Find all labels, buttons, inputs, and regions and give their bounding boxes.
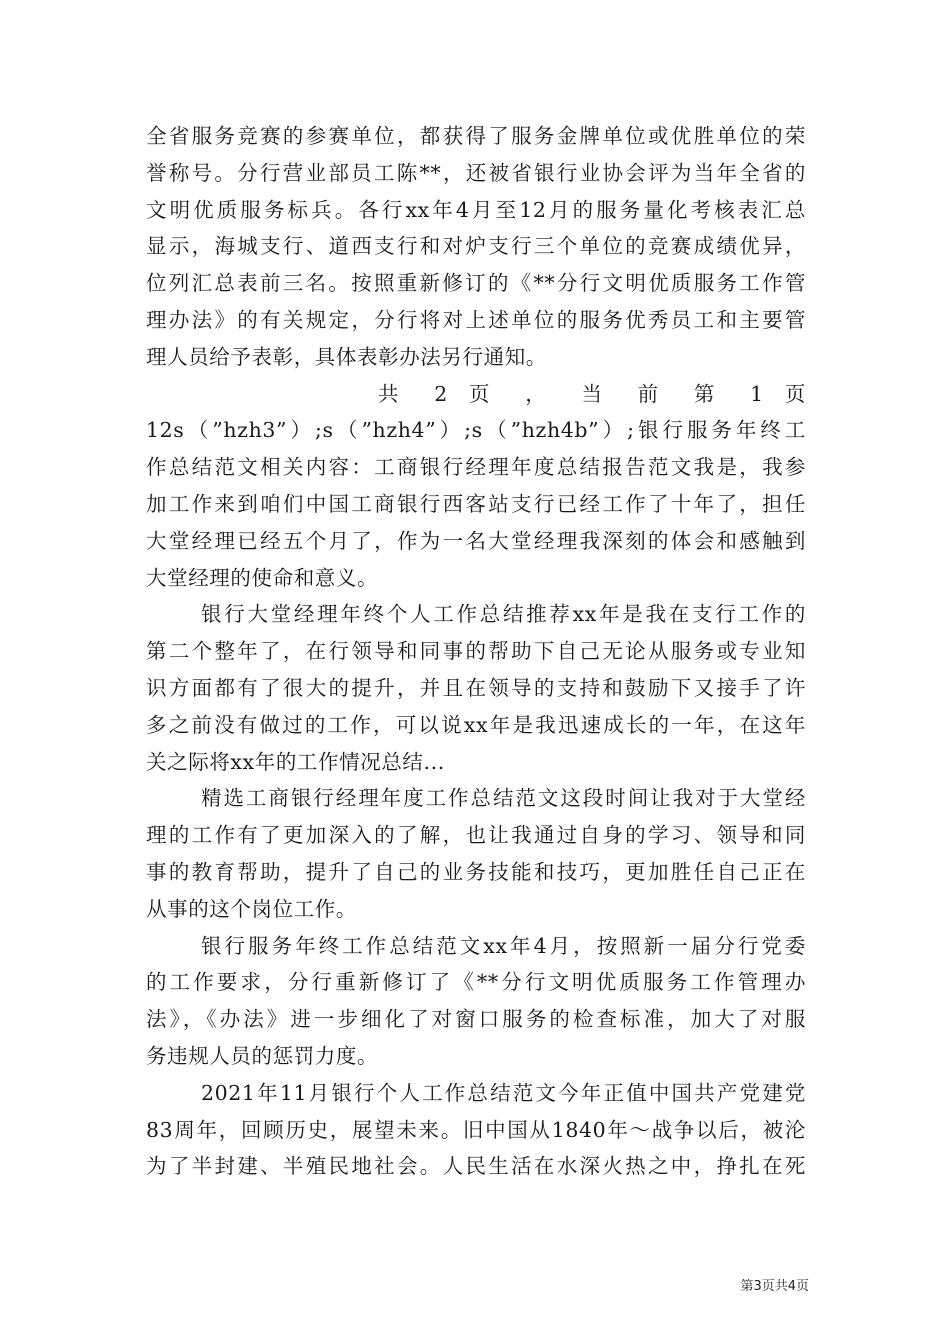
text-line: 12s（”hzh3”）;s（”hzh4”）;s（”hzh4b”）;银行服务年终工 — [146, 418, 806, 443]
text-line: 务违规人员的惩罚力度。 — [146, 1043, 379, 1068]
text-line: 的工作要求，分行重新修订了《**分行文明优质服务工作管理办 — [146, 970, 806, 995]
text-line: 理办法》的有关规定，分行将对上述单位的服务优秀员工和主要管 — [146, 307, 806, 332]
text-line: 理的工作有了更加深入的了解，也让我通过自身的学习、领导和同 — [146, 823, 806, 848]
paragraph-start-line: 精选工商银行经理年度工作总结范文这段时间让我对于大堂经 — [201, 786, 806, 811]
text-line: 显示，海城支行、道西支行和对炉支行三个单位的竞赛成绩优异， — [146, 234, 806, 259]
text-line: 理人员给予表彰，具体表彰办法另行通知。 — [146, 344, 547, 369]
page-counter-line: 共 2 页 ， 当 前 第 1 页 — [378, 381, 806, 406]
text-line: 全省服务竞赛的参赛单位，都获得了服务金牌单位或优胜单位的荣 — [146, 124, 806, 148]
text-line: 大堂经理已经五个月了，作为一名大堂经理我深刻的体会和感触到 — [146, 528, 806, 553]
text-line: 法》，《办法》进一步细化了对窗口服务的检查标准，加大了对服 — [146, 1007, 806, 1032]
text-line: 加工作来到咱们中国工商银行西客站支行已经工作了十年了，担任 — [146, 491, 806, 516]
text-line: 位列汇总表前三名。按照重新修订的《**分行文明优质服务工作管 — [146, 271, 806, 296]
paragraph-start-line: 银行大堂经理年终个人工作总结推荐xx年是我在支行工作的 — [201, 602, 806, 627]
text-line: 识方面都有了很大的提升，并且在领导的支持和鼓励下又接手了许 — [146, 675, 806, 700]
text-line: 83周年，回顾历史，展望未来。旧中国从1840年～战争以后，被沦 — [146, 1117, 806, 1142]
paragraph-start-line: 2021年11月银行个人工作总结范文今年正值中国共产党建党 — [201, 1080, 806, 1105]
text-line: 作总结范文相关内容：工商银行经理年度总结报告范文我是，我参 — [146, 455, 806, 480]
text-line: 第二个整年了，在行领导和同事的帮助下自己无论从服务或专业知 — [146, 639, 806, 664]
text-line: 誉称号。分行营业部员工陈**，还被省银行业协会评为当年全省的 — [146, 160, 806, 185]
text-line: 文明优质服务标兵。各行xx年4月至12月的服务量化考核表汇总 — [146, 197, 806, 222]
text-line: 事的教育帮助，提升了自己的业务技能和技巧，更加胜任自己正在 — [146, 859, 806, 884]
text-line: 大堂经理的使命和意义。 — [146, 565, 379, 590]
text-line: 多之前没有做过的工作，可以说xx年是我迅速成长的一年，在这年 — [146, 712, 806, 737]
text-line: 关之际将xx年的工作情况总结... — [146, 749, 445, 774]
text-line: 为了半封建、半殖民地社会。人民生活在水深火热之中，挣扎在死 — [146, 1154, 806, 1179]
page-footer-label: 第3页共4页 — [740, 1279, 809, 1294]
paragraph-start-line: 银行服务年终工作总结范文xx年4月，按照新一届分行党委 — [201, 933, 806, 958]
document-body — [146, 118, 806, 1185]
text-line: 从事的这个岗位工作。 — [146, 896, 357, 921]
